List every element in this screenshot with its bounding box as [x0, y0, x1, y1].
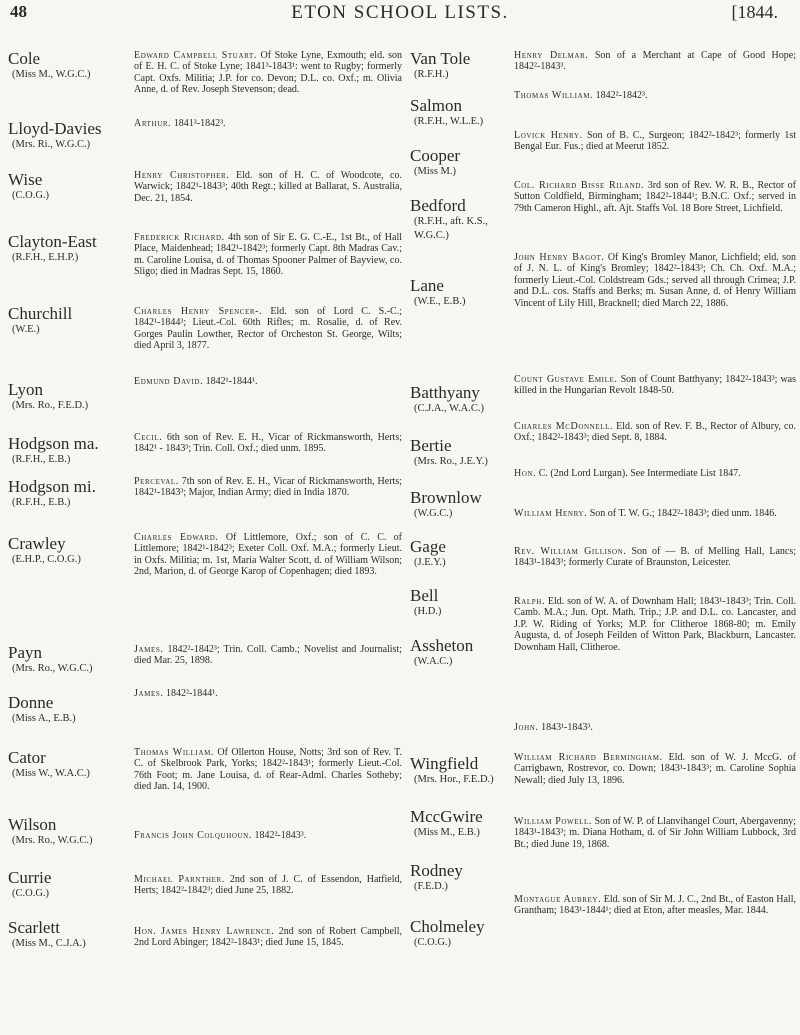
entry-name: Arthur. — [134, 118, 172, 129]
surname: Batthyany — [410, 383, 480, 402]
biography-entry — [134, 926, 402, 949]
biography-entry — [134, 874, 402, 897]
surname: Wingfield — [410, 754, 479, 773]
biography-entry — [514, 546, 796, 569]
entry-text: Son of a Merchant at Cape of Good Hope; 1842²-1843³. — [514, 50, 796, 73]
surname: Payn — [8, 643, 42, 662]
surname-entry — [410, 808, 510, 840]
entry-text: 1842¹-1844¹. — [205, 376, 258, 387]
entry-name: William Henry. — [514, 508, 588, 519]
biography-entry — [514, 180, 796, 214]
house: (Miss M.) — [414, 166, 457, 177]
biography-entry — [514, 508, 796, 519]
surname: MccGwire — [410, 807, 483, 826]
house: (W.G.C.) — [414, 508, 453, 519]
house: (Mrs. Ro., J.E.Y.) — [414, 456, 488, 467]
entry-name: Charles Henry Spencer-. — [134, 306, 263, 317]
biography-entry — [134, 432, 402, 455]
surname: Hodgson ma. — [8, 434, 99, 453]
entry-text: Of King's Bromley Manor, Lichfield; eld. son of J. N. L. of King's Bromley; 1842²-1843³; Ch. Ch. Oxf. M.A.; formerly Lieut.-Col. Coldstream Gds.; served all through Crimea; J.P. and D.L. cos. Staffs and Berks; m. Susan Anne, d. of Henry William Vincent of Lily Hill, Bracknell; died March 22, 1886. — [514, 252, 796, 309]
entry-name: John Henry Bagot. — [514, 252, 605, 263]
entry-name: Thomas William. — [134, 747, 215, 758]
house: (C.O.G.) — [12, 190, 50, 201]
surname: Rodney — [410, 861, 463, 880]
surname: Currie — [8, 868, 52, 887]
house: (R.F.H., E.H.P.) — [12, 252, 79, 263]
biography-entry — [514, 596, 796, 653]
house: (R.F.H., aft. K.S., W.G.C.) — [414, 216, 488, 241]
entry-name: John. — [514, 722, 539, 733]
house: (Mrs. Ro., F.E.D.) — [12, 400, 89, 411]
house: (E.H.P., C.O.G.) — [12, 554, 81, 565]
surname: Van Tole — [410, 49, 471, 68]
entry-name: Michael Parnther. — [134, 874, 225, 885]
house: (Miss M., E.B.) — [414, 827, 480, 838]
house: (R.F.H.) — [414, 69, 449, 80]
house: (Mrs. Ro., W.G.C.) — [12, 663, 93, 674]
surname-entry — [8, 435, 128, 467]
surname: Hodgson mi. — [8, 477, 96, 496]
biography-entry — [514, 130, 796, 153]
surname: Bertie — [410, 436, 452, 455]
biography-entry — [514, 816, 796, 850]
surname: Lyon — [8, 380, 43, 399]
entry-text: Eld. son of H. C. of Woodcote, co. Warwick; 1842¹-1843³; 40th Regt.; killed at Ballarat, S. Australia, Dec. 21, 1854. — [134, 170, 402, 204]
surname-entry — [410, 538, 510, 570]
surname-entry — [410, 50, 510, 82]
entry-text: Son of T. W. G.; 1842²-1843³; died unm. 1846. — [589, 508, 777, 519]
surname-entry — [8, 694, 128, 726]
surname: Gage — [410, 537, 446, 556]
surname-entry — [410, 97, 510, 129]
surname: Bell — [410, 586, 439, 605]
surname-entry — [8, 816, 128, 848]
surname-entry — [8, 869, 128, 901]
surname: Donne — [8, 693, 54, 712]
entry-name: Lovick Henry. — [514, 130, 583, 141]
surname-entry — [8, 120, 128, 152]
biography-entry — [514, 252, 796, 309]
entry-name: Edmund David. — [134, 376, 204, 387]
biography-entry — [134, 376, 402, 387]
entry-name: William Powell. — [514, 816, 592, 827]
page-title: ETON SCHOOL LISTS. — [291, 2, 509, 23]
house: (C.O.G.) — [414, 937, 452, 948]
entry-name: Charles Edward. — [134, 532, 219, 543]
biography-entry — [134, 688, 402, 699]
surname: Bedford — [410, 196, 466, 215]
entry-name: Frederick Richard. — [134, 232, 225, 243]
entry-name: Montague Aubrey. — [514, 894, 602, 905]
entry-name: Henry Christopher. — [134, 170, 230, 181]
biography-entry — [134, 306, 402, 352]
entry-name: Cecil. — [134, 432, 163, 443]
house: (F.E.D.) — [414, 881, 448, 892]
house: (C.J.A., W.A.C.) — [414, 403, 485, 414]
entry-text: 1842²-1842³; Trin. Coll. Camb.; Novelist and Journalist; died Mar. 25, 1898. — [134, 644, 403, 667]
entry-name: William Richard Bermingham. — [514, 752, 663, 763]
house: (Miss A., E.B.) — [12, 713, 76, 724]
entry-name: Count Gustave Emile. — [514, 374, 618, 385]
entry-text: 1842²-1842³. — [595, 90, 648, 101]
entry-text: 1841³-1842³. — [173, 118, 226, 129]
house: (C.O.G.) — [12, 888, 50, 899]
house: (Mrs. Ri., W.G.C.) — [12, 139, 91, 150]
biography-entry — [134, 747, 402, 793]
surname: Cooper — [410, 146, 461, 165]
entry-text: Of Littlemore, Oxf.; son of C. C. of Littlemore; 1842¹-1842³; Exeter Coll. Oxf. M.A.; formerly Lieut. in Oxfs. Militia; m. 1st, Maria Walter Scott, d. of William Wilson; 2nd, Marion, d. of George Karop of Copenhagen; died 1893. — [134, 532, 403, 578]
surname-entry — [8, 50, 128, 82]
entry-text: 6th son of Rev. E. H., Vicar of Rickmansworth, Herts; 1842¹ - 1843³; Trin. Coll. Oxf.; died unm. 1895. — [134, 432, 403, 455]
biography-entry — [134, 644, 402, 667]
biography-entry — [514, 722, 796, 733]
surname: Lloyd-Davies — [8, 119, 102, 138]
entry-text: Son of Count Batthyany; 1842²-1843³; was killed in the Hungarian Revolt 1848-50. — [514, 374, 797, 397]
entry-name: James. — [134, 688, 164, 699]
surname-entry — [410, 197, 510, 243]
house: (J.E.Y.) — [414, 557, 446, 568]
surname-entry — [410, 918, 510, 950]
biography-entry — [134, 170, 402, 204]
entry-name: Charles McDonnell. — [514, 421, 614, 432]
surname: Cole — [8, 49, 41, 68]
biography-entry — [134, 476, 402, 499]
entry-text: 7th son of Rev. E. H., Vicar of Rickmansworth, Herts; 1842¹-1843³; Major, Indian Army; died in India 1870. — [134, 476, 402, 499]
entry-name: Rev. William Gillison. — [514, 546, 627, 557]
house: (Miss W., W.A.C.) — [12, 768, 90, 779]
surname-entry — [8, 233, 128, 265]
entry-text: 1843¹-1843³. — [541, 722, 593, 733]
entry-text: Son of W. P. of Llanvihangel Court, Abergavenny; 1843¹-1843³; m. Diana Hotham, d. of Sir John William Lubbock, 3rd Bt.; died June 19, 1868. — [514, 816, 797, 850]
entry-name: Francis John Colquhoun. — [134, 830, 252, 841]
surname-entry — [410, 437, 510, 469]
entry-text: Of Stoke Lyne, Exmouth; eld. son of E. H. C. of Stoke Lyne; 1841³-1843¹: went to Rugby; formerly Capt. Oxfs. Militia; J.P. for co. Devon; D.L. co. Oxf.; m. Olivia Anne, d. of Rev. Joseph Stevenson; dead. — [134, 50, 402, 96]
surname: Churchill — [8, 304, 73, 323]
entry-name: Ralph. — [514, 596, 546, 607]
surname: Assheton — [410, 636, 474, 655]
surname-entry — [8, 535, 128, 567]
entry-text: Son of — B. of Melling Hall, Lancs; 1843¹-1843³; formerly Curate of Braunston, Leicester. — [514, 546, 796, 569]
biography-entry — [514, 421, 796, 444]
surname-entry — [8, 381, 128, 413]
entry-text: Eld. son of Lord C. S.-C.; 1842¹-1844³; Lieut.-Col. 60th Rifles; m. Rosalie, d. of Rev. Gorges Paulin Lowther, Rector of Orcheston St. George, Wilts; died April 3, 1877. — [134, 306, 402, 352]
entry-text: 1842²-1844¹. — [165, 688, 218, 699]
page-number: 48 — [10, 2, 27, 21]
entry-text: Son of B. C., Surgeon; 1842²-1842³; formerly 1st Bengal Eur. Fus.; died at Meerut 1852. — [514, 130, 796, 153]
biography-entry — [134, 830, 402, 841]
entry-name: Perceval. — [134, 476, 179, 487]
entry-name: Henry Delmar. — [514, 50, 589, 61]
surname-entry — [410, 587, 510, 619]
surname: Lane — [410, 276, 444, 295]
surname-entry — [8, 749, 128, 781]
house: (Mrs. Hor., F.E.D.) — [414, 774, 494, 785]
surname-entry — [410, 384, 510, 416]
surname-entry — [8, 171, 128, 203]
biography-entry — [514, 50, 796, 73]
surname: Wise — [8, 170, 43, 189]
entry-name: Col. Richard Bisse Riland. — [514, 180, 645, 191]
biography-entry — [134, 532, 402, 578]
entry-text: 2nd son of Robert Campbell, 2nd Lord Abinger; 1842²-1843¹; died June 15, 1845. — [134, 926, 402, 949]
biography-entry — [514, 374, 796, 397]
house: (R.F.H., E.B.) — [12, 497, 71, 508]
biography-entry — [514, 894, 796, 917]
entry-name: Edward Campbell Stuart. — [134, 50, 257, 61]
surname-entry — [8, 305, 128, 337]
biography-entry — [514, 90, 796, 101]
entry-text: 4th son of Sir E. G. C.-E., 1st Bt., of Hall Place, Maidenhead; 1842¹-1842³; formerly Capt. 8th Madras Cav.; m. Caroline Louisa, d. of Thomas Spooner Palmer of Bayview, co. Sligo; died in Madras Sept. 15, 1860. — [134, 232, 403, 278]
surname: Wilson — [8, 815, 57, 834]
entry-text: 3rd son of Rev. W. R. B., Rector of Sutton Coldfield, Birmingham; 1842²-1844¹; B.N.C. Oxf.; served in 79th Cameron Highl., aft. Ajt. Staffs Vol. 18 Bore Street, Lichfield. — [514, 180, 796, 214]
entry-text: Eld. son of Sir M. J. C., 2nd Bt., of Easton Hall, Grantham; 1843¹-1844¹; died at Eton, after measles, Mar. 1844. — [514, 894, 796, 917]
entry-name: Hon. James Henry Lawrence. — [134, 926, 275, 937]
entry-text: 2nd son of J. C. of Essendon, Hatfield, Herts; 1842²-1842³; died June 25, 1882. — [134, 874, 403, 897]
biography-entry — [514, 752, 796, 786]
house: (R.F.H., E.B.) — [12, 454, 71, 465]
surname-entry — [410, 755, 510, 787]
house: (W.A.C.) — [414, 656, 453, 667]
surname: Brownlow — [410, 488, 482, 507]
surname: Scarlett — [8, 918, 60, 937]
entry-text: Eld. son of Rev. F. B., Rector of Albury, co. Oxf.; 1842²-1843³; died Sept. 8, 1884. — [514, 421, 796, 444]
house: (Miss M., W.G.C.) — [12, 69, 91, 80]
biography-entry — [134, 232, 402, 278]
house: (W.E.) — [12, 324, 40, 335]
surname: Clayton-East — [8, 232, 97, 251]
entry-text: Eld. son of W. J. MccG. of Carrigbawn, Rostrevor, co. Down; 1843¹-1843³; m. Caroline Sophia Newall; died July 13, 1896. — [514, 752, 796, 786]
surname-entry — [410, 637, 510, 669]
house: (Miss M., C.J.A.) — [12, 938, 86, 949]
page-year: [1844. — [731, 2, 778, 22]
surname: Crawley — [8, 534, 66, 553]
surname-entry — [8, 478, 128, 510]
entry-text: 1842²-1843³. — [254, 830, 307, 841]
surname-entry — [410, 147, 510, 179]
entry-name: James. — [134, 644, 164, 655]
surname-entry — [410, 862, 510, 894]
entry-text: Eld. son of W. A. of Downham Hall; 1843¹-1843³; Trin. Coll. Camb. M.A.; Jun. Opt. Math. Trip.; J.P. and D.L. co. Lancaster, and J.P. W. Riding of Yorks; M.P. for Clitheroe 1868-80; m. Emily Augusta, d. of Joseph Feilden of Witton Park, Blackburn, Lancaster. Downham Hall, Clitheroe. — [514, 596, 797, 653]
surname: Cholmeley — [410, 917, 485, 936]
house: (Mrs. Ro., W.G.C.) — [12, 835, 93, 846]
surname-entry — [8, 919, 128, 951]
biography-entry — [514, 468, 796, 479]
house: (R.F.H., W.L.E.) — [414, 116, 484, 127]
page-header — [0, 0, 800, 40]
biography-entry — [134, 118, 402, 129]
surname-entry — [8, 644, 128, 676]
surname: Cator — [8, 748, 46, 767]
surname-entry — [410, 277, 510, 309]
entry-name: Thomas William. — [514, 90, 594, 101]
entry-text: Of Ollerton House, Notts; 3rd son of Rev. T. C. of Skelbrook Park, Yorks; 1842²-1843¹; formerly Lieut.-Col. 76th Foot; m. Jane Louisa, d. of Rear-Adml. Charles Sotheby; died Jan. 14, 1900. — [134, 747, 403, 793]
entry-name: Hon. — [514, 468, 537, 479]
surname-entry — [410, 489, 510, 521]
biography-entry — [134, 50, 402, 96]
entry-text: C. (2nd Lord Lurgan). See Intermediate List 1847. — [538, 468, 741, 479]
house: (H.D.) — [414, 606, 442, 617]
surname: Salmon — [410, 96, 462, 115]
house: (W.E., E.B.) — [414, 296, 466, 307]
